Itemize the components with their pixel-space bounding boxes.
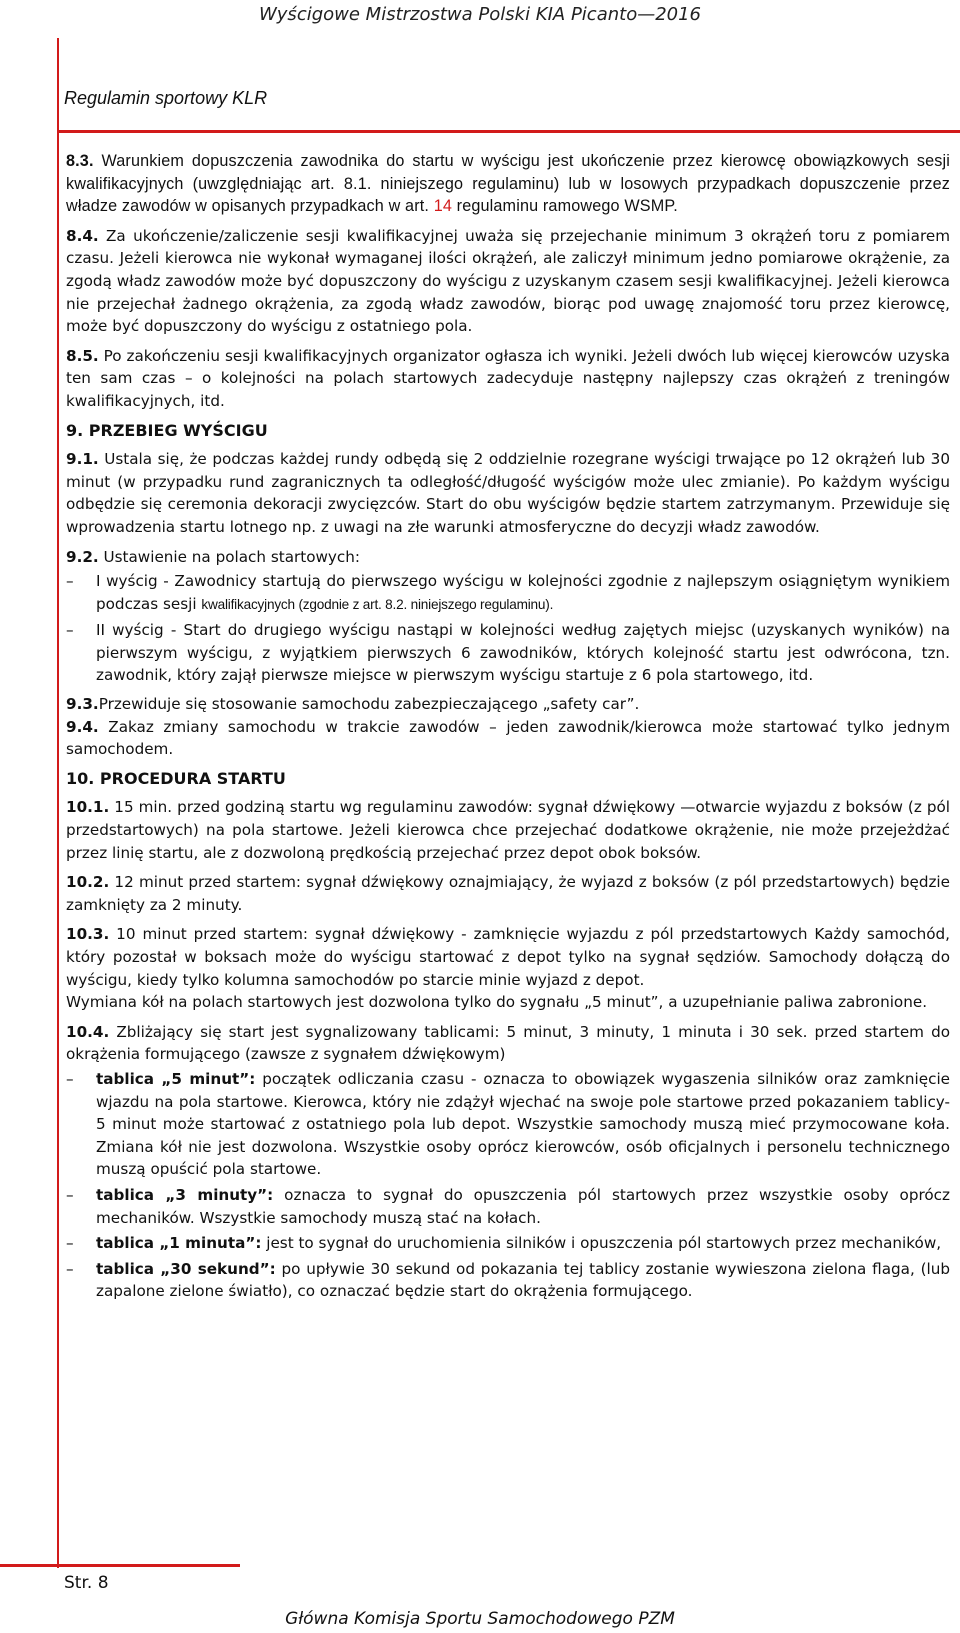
list-item-text: początek odliczania czasu - oznacza to obowiązek wygaszenia silników oraz zamknięcie wjazdu na pola startowe. Kierowca, który nie zdążył wjechać na swoje pole startowe przed pokazaniem tablicy-5 minut może startować z ostatniego pola lub depot. Wszystkie samochody muszą mieć przymocowane koła. Zmiana kół nie jest dozwolona. Wszystkie osoby oprócz kierowców, osób oficjalnych i personelu technicznego muszą opuścić pola startowe.	[96, 1069, 951, 1179]
dash-bullet: –	[66, 1259, 74, 1278]
list-item	[66, 1184, 950, 1229]
section-heading-9: 9. PRZEBIEG WYŚCIGU	[66, 420, 268, 440]
list-item	[66, 1232, 950, 1255]
paragraph-9-1	[66, 448, 950, 538]
list-item	[66, 1258, 950, 1303]
document-header-title: Wyścigowe Mistrzostwa Polski KIA Picanto—2016	[258, 4, 702, 25]
paragraph-10-2	[66, 871, 950, 916]
article-link[interactable]: 14	[433, 197, 453, 216]
section-heading-10: 10. PROCEDURA STARTU	[66, 768, 286, 788]
paragraph-9-3	[66, 693, 950, 716]
paragraph-10-4	[66, 1021, 950, 1066]
dash-bullet: –	[66, 1234, 74, 1253]
paragraph-10-3-tyres: Wymiana kół na polach startowych jest dozwolona tylko do sygnału „5 minut”, a uzupełnianie paliwa zabronione.	[66, 993, 928, 1012]
section-number: 8.5.	[66, 346, 99, 365]
list-item-text: po upływie 30 sekund od pokazania tej tablicy zostanie wywieszona zielona flaga, (lub zapalone zielone światło), co oznaczać będzie start do okrążenia formującego.	[96, 1259, 951, 1301]
paragraph-9-2	[66, 546, 950, 569]
section-number: 9.1.	[66, 450, 99, 469]
start-boards-list	[66, 1068, 950, 1303]
paragraph-text: Zbliżający się start jest sygnalizowany tablicami: 5 minut, 3 minuty, 1 minuta i 30 sek. przed startem do okrążenia formującego (zawsze z sygnałem dźwiękowym)	[66, 1022, 950, 1064]
paragraph-text: Przewiduje się stosowanie samochodu zabezpieczającego „safety car”.	[98, 695, 640, 714]
header-rule	[57, 130, 960, 133]
list-item	[66, 570, 950, 616]
section-number: 9.4.	[66, 717, 99, 736]
section-number: 10.3.	[66, 925, 110, 944]
dash-bullet: –	[66, 572, 74, 591]
paragraph-text: 15 min. przed godziną startu wg regulaminu zawodów: sygnał dźwiękowy —otwarcie wyjazdu z boksów (z pól przedstartowych) na pola startowe. Jeżeli kierowca chce przejechać dodatkowe okrążenie, nie może przejeżdżać przez linię startu, ale z dozwoloną prędkością przejechać przez depot obok boksów.	[66, 798, 950, 862]
paragraph-text: Po zakończeniu sesji kwalifikacyjnych organizator ogłasza ich wyniki. Jeżeli dwóch lub więcej kierowców uzyska ten sam czas – o kolejności na polach startowych zadecyduje następny najlepszy czas okrążeń z treningów kwalifikacyjnych, itd.	[66, 346, 950, 410]
section-number: 8.4.	[66, 226, 99, 245]
paragraph-9-4	[66, 716, 950, 761]
dash-bullet: –	[66, 1069, 74, 1088]
paragraph-text: Warunkiem dopuszczenia zawodnika do startu w wyścigu jest ukończenie przez kierowcę obowiązkowych sesji kwalifikacyjnych (uwzględniając art. 8.1. niniejszego regulaminu) lub w losowych przypadkach dopuszczenie przez władze zawodów w opisanych przypadkach w art.	[66, 152, 950, 216]
dash-bullet: –	[66, 621, 74, 640]
list-item-text: I wyścig - Zawodnicy startują do pierwszego wyścigu w kolejności zgodnie z najlepszym osiągniętym wynikiem podczas sesji	[96, 572, 950, 613]
paragraph-8-4	[66, 225, 950, 338]
document-subtitle: Regulamin sportowy KLR	[64, 88, 268, 108]
grid-order-list	[66, 570, 950, 687]
paragraph-8-5	[66, 345, 950, 413]
margin-rule-vertical	[57, 38, 59, 1568]
paragraph-10-1	[66, 796, 950, 864]
document-body	[66, 150, 950, 1309]
list-item-text: oznacza to sygnał do opuszczenia pól startowych przez wszystkie osoby oprócz mechaników. Wszystkie samochody muszą stać na kołach.	[96, 1185, 950, 1227]
paragraph-text: Ustawienie na polach startowych:	[98, 547, 360, 566]
page-number: Str. 8	[64, 1573, 109, 1593]
section-number: 9.2.	[66, 547, 99, 566]
paragraph-text: Ustala się, że podczas każdej rundy odbędą się 2 oddzielnie rozegrane wyścigi trwające po 12 okrążeń lub 30 minut (w przypadku rund zagranicznych ta odległość/długość wyścigów może ulec zmianie). Po każdym wyścigu odbędzie się ceremonia dekoracji zwycięzców. Start do obu wyścigów będzie startem zatrzymanym. Przewiduje się wprowadzenia startu lotnego np. z uwagi na złe warunki atmosferyczne do decyzji władz zawodów.	[66, 450, 950, 536]
dash-bullet: –	[66, 1185, 74, 1204]
board-label: tablica „3 minuty”:	[96, 1185, 274, 1204]
section-number: 9.3.	[66, 695, 99, 714]
paragraph-text: 12 minut przed startem: sygnał dźwiękowy oznajmiający, że wyjazd z boksów (z pól przedstartowych) będzie zamknięty za 2 minuty.	[66, 873, 950, 914]
section-number: 10.1.	[66, 798, 110, 817]
section-number: 10.2.	[66, 873, 110, 892]
section-number: 8.3.	[66, 152, 94, 170]
footer-organization: Główna Komisja Sportu Samochodowego PZM	[285, 1609, 675, 1629]
paragraph-text: regulaminu ramowego WSMP.	[452, 197, 678, 216]
board-label: tablica „5 minut”:	[96, 1069, 256, 1088]
paragraph-10-3	[66, 923, 950, 991]
paragraph-text: 10 minut przed startem: sygnał dźwiękowy - zamknięcie wyjazdu z pól przedstartowych Każdy samochód, który pozostał w boksach może do wyścigu startować z depot tylko na sygnał sędziów. Samochody dołączą do wyścigu, kiedy tylko kolumna samochodów po starcie minie wyjazd z depot.	[66, 925, 950, 989]
list-item-text: II wyścig - Start do drugiego wyścigu nastąpi w kolejności według zajętych miejsc (uzyskanych wyników) na pierwszym wyścigu, z wyjątkiem pierwszych 6 zawodników, których kolejność startu jest odwrócona, tzn. zawodnik, który zajął pierwsze miejsce w pierwszym wyścigu startuje z 6 pola startowego, itd.	[96, 621, 950, 685]
list-item	[66, 619, 950, 687]
paragraph-8-3	[66, 150, 950, 218]
board-label: tablica „30 sekund”:	[96, 1259, 276, 1278]
section-number: 10.4.	[66, 1022, 110, 1041]
paragraph-text: Zakaz zmiany samochodu w trakcie zawodów – jeden zawodnik/kierowca może startować tylko jednym samochodem.	[66, 717, 950, 759]
list-item-text: jest to sygnał do uruchomienia silników i opuszczenia pól startowych przez mechaników,	[261, 1234, 942, 1253]
footer-rule	[0, 1564, 240, 1567]
list-item	[66, 1068, 950, 1181]
board-label: tablica „1 minuta”:	[96, 1234, 262, 1253]
paragraph-text: Za ukończenie/zaliczenie sesji kwalifikacyjnej uważa się przejechanie minimum 3 okrążeń toru z pomiarem czasu. Jeżeli kierowca nie wykonał wymaganej ilości okrążeń, ale zaliczył minimum jedno pomiarowe okrążenie, za zgodą władz zawodów może być dopuszczony do wyścigu z uzyskanym czasem sesji kwalifikacyjnej. Jeżeli kierowca nie przejechał żadnego okrążenia, za zgodą władz zawodów, biorąc pod uwagę znajomość toru przez kierowcę, może być dopuszczony do wyścigu z ostatniego pola.	[66, 226, 950, 336]
list-item-text-small: kwalifikacyjnych (zgodnie z art. 8.2. niniejszego regulaminu).	[201, 596, 554, 612]
